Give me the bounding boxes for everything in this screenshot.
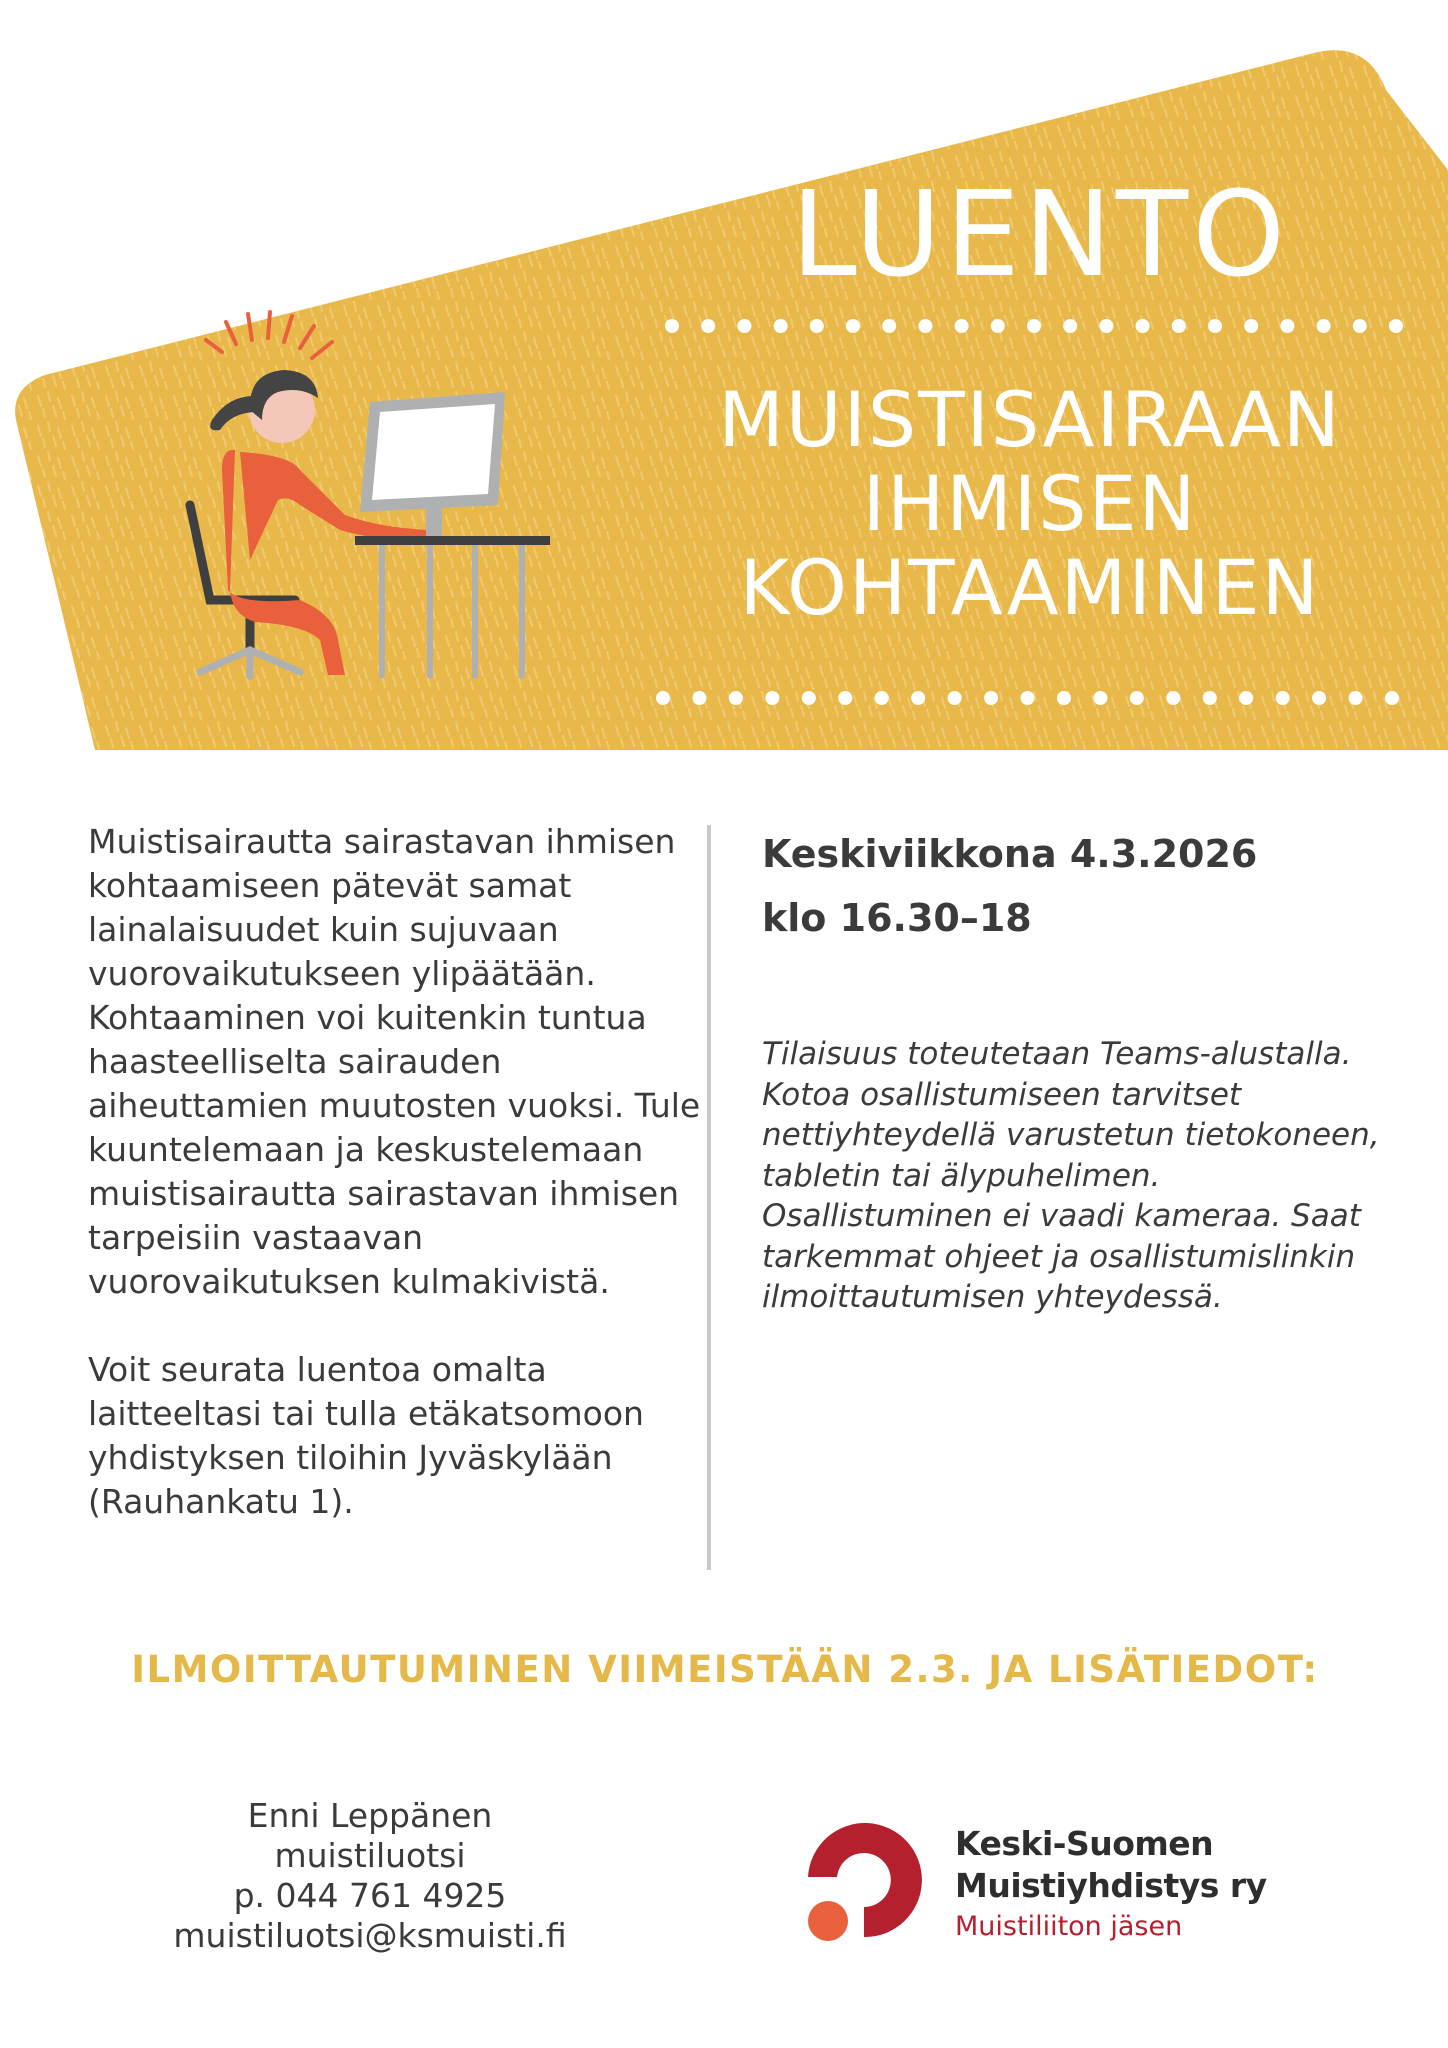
divider-dot — [846, 319, 860, 333]
description-paragraph-2: Voit seurata luentoa omalta laitteeltasi tai tulla etäkatsomoon yhdistyksen tiloihin Jyväskylään (Rauhankatu 1). — [88, 1350, 644, 1521]
title: LUENTO — [790, 165, 1290, 303]
divider-dot — [656, 691, 670, 705]
divider-dot — [1099, 319, 1113, 333]
divider-dot — [1312, 691, 1326, 705]
divider-dot — [665, 319, 679, 333]
divider-dot — [984, 691, 998, 705]
logo-subtitle: Muistiliiton jäsen — [955, 1911, 1183, 1942]
event-info: Tilaisuus toteutetaan Teams-alustalla. Kotoa osallistumiseen tarvitset nettiyhteydellä varustetun tietokoneen, tabletin tai älypuhelimen. Osallistuminen ei vaadi kameraa. Saat tarkemmat ohjeet ja osallistumislinkin ilmoittautumisen yhteydessä. — [762, 1036, 1380, 1315]
divider-dot — [802, 691, 816, 705]
event-datetime — [762, 822, 1362, 950]
logo-name-line-1: Keski-Suomen — [955, 1824, 1214, 1863]
dotted-divider-top — [664, 316, 1404, 336]
divider-dot — [729, 691, 743, 705]
divider-dot — [810, 319, 824, 333]
divider-dot — [1244, 319, 1258, 333]
contact-role: muistiluotsi — [274, 1836, 466, 1875]
divider-dot — [1063, 319, 1077, 333]
divider-dot — [1385, 691, 1399, 705]
divider-dot — [955, 319, 969, 333]
registration-heading: ILMOITTAUTUMINEN VIIMEISTÄÄN 2.3. JA LISÄTIEDOT: — [131, 1648, 1319, 1691]
organization-logo-icon — [800, 1815, 930, 1945]
divider-dot — [1166, 691, 1180, 705]
divider-dot — [701, 319, 715, 333]
divider-dot — [1239, 691, 1253, 705]
divider-dot — [991, 319, 1005, 333]
divider-dot — [1208, 319, 1222, 333]
divider-dot — [1130, 691, 1144, 705]
divider-dot — [1276, 691, 1290, 705]
divider-dot — [1389, 319, 1403, 333]
contact-phone[interactable]: p. 044 761 4925 — [233, 1876, 507, 1915]
divider-dot — [1021, 691, 1035, 705]
divider-dot — [1280, 319, 1294, 333]
contact-email[interactable]: muistiluotsi@ksmuisti.fi — [173, 1916, 567, 1955]
dotted-divider-bottom — [655, 688, 1400, 708]
description-paragraph-1: Muistisairautta sairastavan ihmisen kohtaamiseen pätevät samat lainalaisuudet kuin sujuvaan vuorovaikutukseen ylipäätään. Kohtaaminen voi kuitenkin tuntua haasteelliselta sairauden aiheuttamien muutosten vuoksi. Tule kuuntelemaan ja keskustelemaan muistisairautta sairastavan ihmisen tarpeisiin vastaavan vuorovaikutuksen kulmakivistä. — [88, 822, 701, 1301]
divider-dot — [1027, 319, 1041, 333]
event-date: Keskiviikkona 4.3.2026 — [762, 832, 1258, 876]
divider-dot — [882, 319, 896, 333]
subtitle-line-3: KOHTAAMINEN — [739, 543, 1321, 632]
contact-name: Enni Leppänen — [247, 1796, 493, 1835]
divider-dot — [737, 319, 751, 333]
contact-info — [120, 1796, 620, 1956]
divider-dot — [1093, 691, 1107, 705]
divider-dot — [1349, 691, 1363, 705]
divider-dot — [1057, 691, 1071, 705]
subtitle-line-1: MUISTISAIRAAN — [718, 375, 1342, 464]
divider-dot — [765, 691, 779, 705]
divider-dot — [1203, 691, 1217, 705]
divider-dot — [1353, 319, 1367, 333]
description — [88, 820, 708, 1524]
subtitle — [680, 375, 1380, 632]
divider-dot — [875, 691, 889, 705]
divider-dot — [692, 691, 706, 705]
divider-dot — [918, 319, 932, 333]
divider-dot — [948, 691, 962, 705]
vertical-divider — [707, 825, 711, 1570]
divider-dot — [1317, 319, 1331, 333]
subtitle-line-2: IHMISEN — [862, 459, 1198, 548]
event-time: klo 16.30–18 — [762, 896, 1032, 940]
divider-dot — [774, 319, 788, 333]
divider-dot — [911, 691, 925, 705]
divider-dot — [1172, 319, 1186, 333]
divider-dot — [838, 691, 852, 705]
logo-name-line-2: Muistiyhdistys ry — [955, 1866, 1267, 1905]
organization-logo-text — [955, 1823, 1375, 1945]
divider-dot — [1136, 319, 1150, 333]
